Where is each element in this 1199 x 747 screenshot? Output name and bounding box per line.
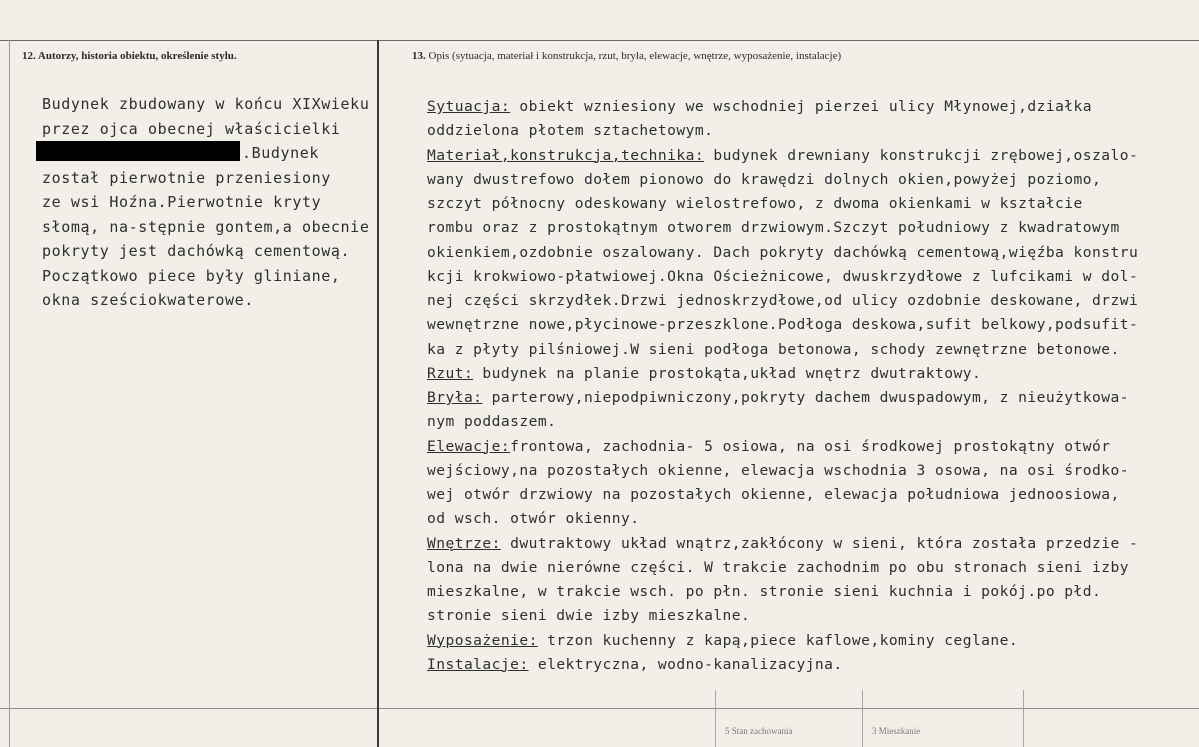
description-line: kcji krokwiowo-płatwiowej.Okna Ościeżnicowe, dwuskrzydłowe z lufcikami w dol- <box>427 267 1139 285</box>
history-line: Budynek zbudowany w końcu XIXwieku <box>42 95 370 113</box>
description-line: rombu oraz z prostokątnym otworem drzwiowym.Szczyt południowy z kwadratowym <box>427 219 1120 237</box>
description-line: szczyt północny odeskowany wielostrefowo, z dwoma okienkami w kształcie <box>427 195 1083 212</box>
description-line <box>427 532 1197 556</box>
description-line: mieszkalne, w trakcie wsch. po płn. stronie sieni kuchnia i pokój.po płd. <box>427 583 1102 600</box>
history-line: .Budynek <box>242 144 320 162</box>
line-text: obiekt wzniesiony we wschodniej pierzei ulicy Młynowej,działka <box>510 98 1093 115</box>
margin-line <box>9 40 10 747</box>
description-line: wany dwustrefowo dołem pionowo do krawędzi dolnych okien,powyżej poziomo, <box>427 170 1102 188</box>
description-line <box>427 653 1197 677</box>
description-line: nej części skrzydłek.Drzwi jednoskrzydłowe,od ulicy ozdobnie deskowane, drzwi <box>427 292 1139 309</box>
history-line: przez ojca obecnej właścicielki <box>42 119 341 138</box>
label-wnetrze: Wnętrze: <box>427 534 501 552</box>
section-12-header: 12. Autorzy, historia obiektu, określenie stylu. <box>22 50 237 62</box>
section-13-title: Opis (sytuacja, materiał i konstrukcja, rzut, bryła, elewacje, wnętrze, wyposażenie, instalacje) <box>428 50 842 62</box>
history-line: pokryty jest dachówką cementową. <box>42 242 351 260</box>
label-instalacje: Instalacje: <box>427 655 529 673</box>
label-elewacje: Elewacje: <box>427 437 511 455</box>
description-line <box>427 95 1197 119</box>
description-line <box>427 435 1197 459</box>
line-text: dwutraktowy układ wnątrz,zakłócony w sieni, która została przedzie - <box>500 534 1139 552</box>
description-line: oddzielona płotem sztachetowym. <box>427 122 714 140</box>
bottom-rule <box>0 708 1199 709</box>
description-text-block <box>427 95 1197 677</box>
line-text: budynek na planie prostokąta,układ wnętrz dwutraktowy. <box>473 364 982 382</box>
description-line: stronie sieni dwie izby mieszkalne. <box>427 607 751 625</box>
line-text: frontowa, zachodnia- 5 osiowa, na osi środkowej prostokątny otwór <box>510 437 1111 455</box>
section-13-number: 13. <box>412 50 426 62</box>
description-line <box>427 386 1197 410</box>
description-line <box>427 144 1197 168</box>
history-line: ze wsi Hoźna.Pierwotnie kryty <box>42 193 322 211</box>
label-wyposazenie: Wyposażenie: <box>427 631 538 649</box>
history-line: okna sześciokwaterowe. <box>42 291 254 309</box>
line-text: parterowy,niepodpiwniczony,pokryty dachem dwuspadowym, z nieużytkowa- <box>482 389 1129 406</box>
line-text: budynek drewniany konstrukcji zrębowej,oszalo- <box>704 146 1139 164</box>
label-sytuacja: Sytuacja: <box>427 98 511 115</box>
history-line: został pierwotnie przeniesiony <box>42 168 331 187</box>
description-line: wej otwór drzwiowy na pozostałych okienne, elewacja południowa jednoosiowa, <box>427 486 1120 503</box>
column-divider <box>377 40 379 747</box>
label-rzut: Rzut: <box>427 364 474 382</box>
label-material: Materiał,konstrukcja,technika: <box>427 146 705 164</box>
description-line <box>427 362 1197 386</box>
form-tick <box>715 690 716 747</box>
description-line: okienkiem,ozdobnie oszalowany. Dach pokryty dachówką cementową,więźba konstru <box>427 243 1139 261</box>
section-13-header <box>412 50 841 62</box>
bottom-field-label: 3 Mieszkanie <box>872 726 921 736</box>
form-tick <box>862 690 863 747</box>
description-line: wewnętrzne nowe,płycinowe-przeszklone.Podłoga deskowa,sufit belkowy,podsufit- <box>427 316 1139 334</box>
history-line: Początkowo piece były gliniane, <box>42 266 341 285</box>
line-text: trzon kuchenny z kapą,piece kaflowe,kominy ceglane. <box>537 631 1019 649</box>
line-text: elektryczna, wodno-kanalizacyjna. <box>528 655 843 673</box>
form-tick <box>1023 690 1024 747</box>
description-line: ka z płyty pilśniowej.W sieni podłoga betonowa, schody zewnętrzne betonowe. <box>427 340 1120 358</box>
description-line: od wsch. otwór okienny. <box>427 510 640 528</box>
description-line: nym poddaszem. <box>427 413 557 431</box>
bottom-field-label: 5 Stan zachowania <box>725 726 793 736</box>
history-line: słomą, na-stępnie gontem,a obecnie <box>42 217 370 236</box>
description-line: lona na dwie nierówne części. W trakcie zachodnim po obu stronach sieni izby <box>427 558 1129 576</box>
top-rule <box>0 40 1199 41</box>
history-text-block <box>42 92 377 313</box>
description-line <box>427 629 1197 653</box>
label-bryla: Bryła: <box>427 389 483 406</box>
description-line: wejściowy,na pozostałych okienne, elewacja wschodnia 3 osowa, na osi środko- <box>427 461 1129 479</box>
